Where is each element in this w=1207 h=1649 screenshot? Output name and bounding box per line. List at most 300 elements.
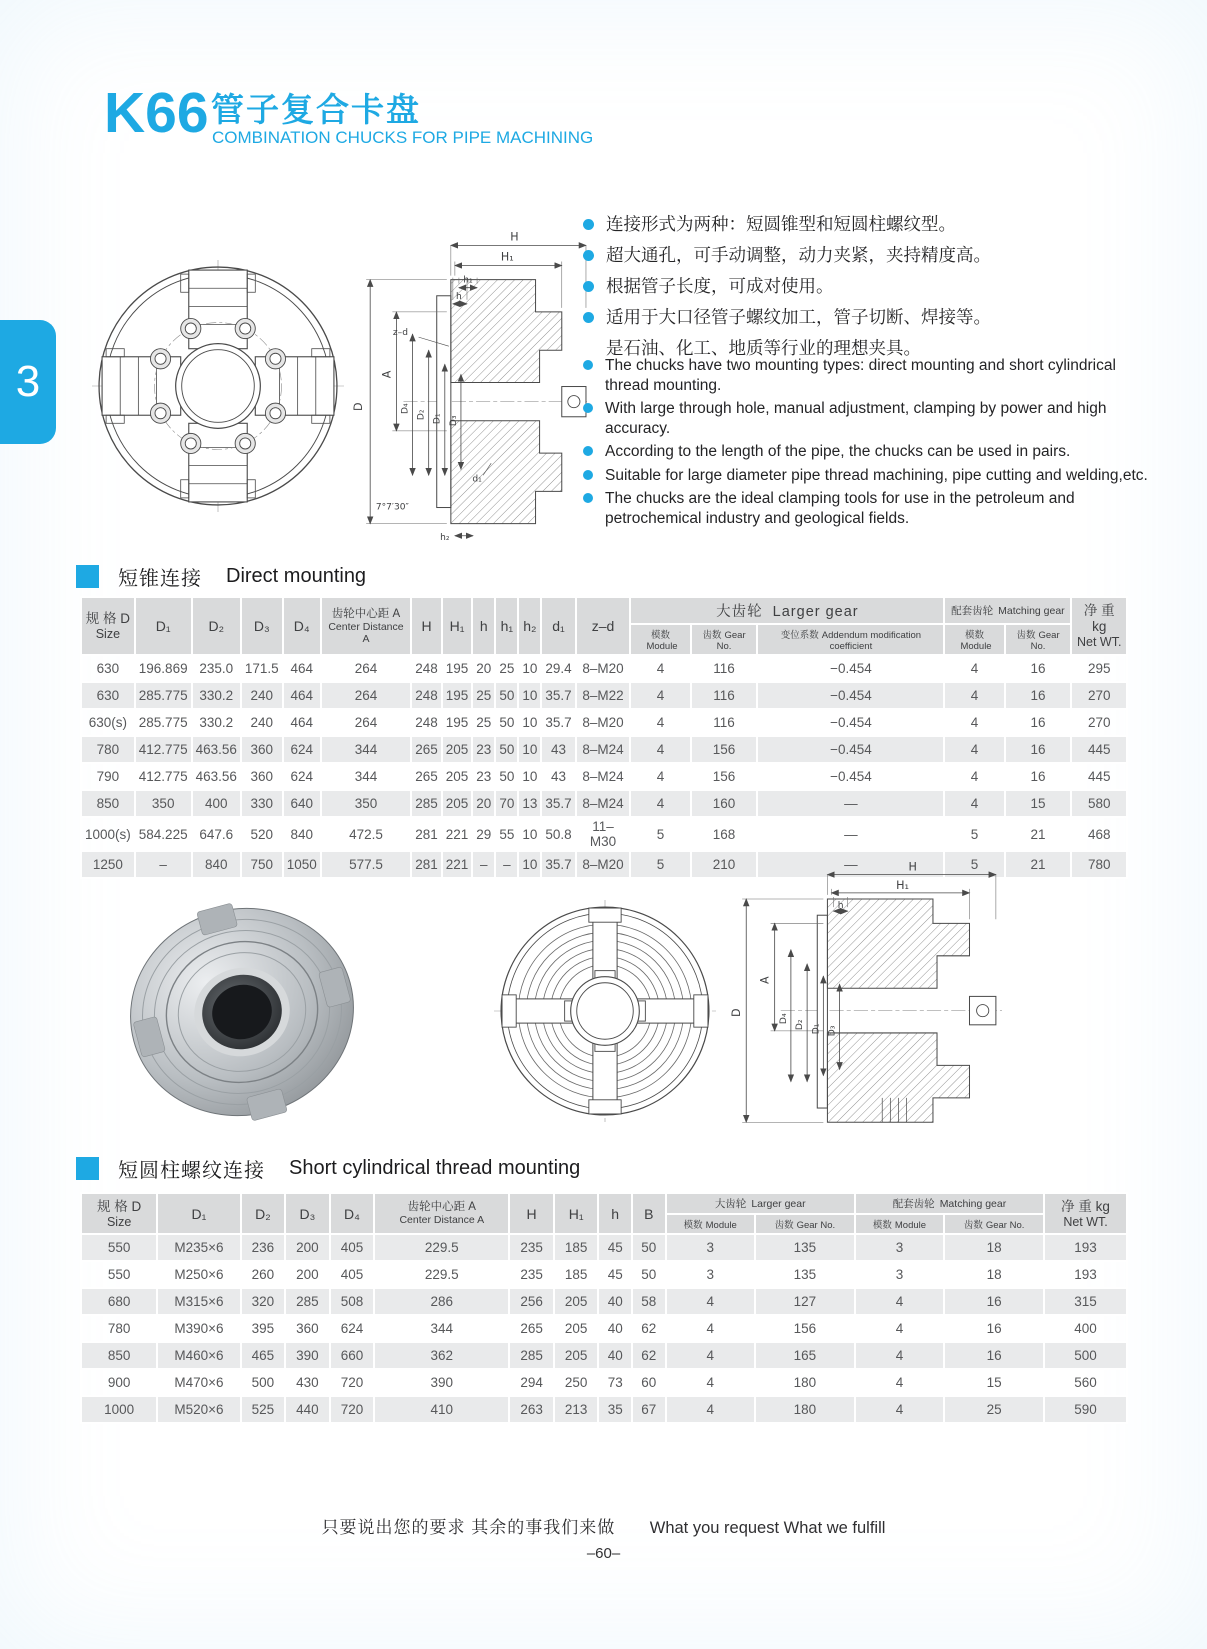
- group-matching-gear: 配套齿轮 Matching gear: [855, 1193, 1044, 1214]
- bullet-icon: [583, 360, 593, 370]
- dim-D3-label: D₃: [827, 1025, 838, 1037]
- table-cell: 8–M20: [576, 851, 631, 878]
- table-cell: —: [757, 790, 944, 817]
- bullet-icon: [583, 312, 594, 323]
- table-cell: 8–M24: [576, 736, 631, 763]
- table-cell: 750: [241, 851, 283, 878]
- table-cell: 16: [944, 1288, 1044, 1315]
- table-cell: 790: [81, 763, 135, 790]
- table-cell: 240: [241, 682, 283, 709]
- features-en: [583, 356, 1149, 528]
- table-cell: 4: [855, 1396, 944, 1423]
- table-cell: 40: [598, 1342, 632, 1369]
- table-cell: 35.7: [541, 709, 575, 736]
- table-cell: 4: [855, 1315, 944, 1342]
- table-cell: 900: [81, 1369, 157, 1396]
- table-cell: 624: [283, 763, 321, 790]
- drawing-geometry: [352, 230, 588, 542]
- col-d1-small: d₁: [541, 597, 575, 655]
- table-cell: 285.775: [135, 709, 192, 736]
- col-matching-module: 模数Module: [944, 624, 1004, 655]
- page-number: –60–: [586, 1545, 621, 1562]
- table-cell: 250: [554, 1369, 599, 1396]
- table-cell: 630: [81, 655, 135, 682]
- table-row: [81, 817, 1127, 851]
- dim-H-label: H: [510, 230, 519, 244]
- model-code: K66: [104, 81, 209, 145]
- dim-D4-label: D₄: [778, 1013, 789, 1025]
- table-cell: 55: [495, 817, 518, 851]
- feature-item: [583, 212, 1139, 236]
- table-cell: 235.0: [192, 655, 241, 682]
- chuck-section-drawing-2: [730, 858, 1004, 1148]
- col-H: H: [411, 597, 442, 655]
- table-cell: 23: [472, 736, 495, 763]
- feature-text: 适用于大口径管子螺纹加工，管子切断、焊接等。: [606, 307, 991, 327]
- table-cell: 50.8: [541, 817, 575, 851]
- table-cell: 229.5: [374, 1234, 509, 1261]
- table-cell: 18: [944, 1261, 1044, 1288]
- chuck-photo: [122, 888, 362, 1136]
- table-row: [81, 682, 1127, 709]
- col-d4: D₄: [283, 597, 321, 655]
- dim-A-label: A: [758, 976, 772, 984]
- dim-D1-label: D₁: [432, 413, 443, 425]
- table-cell: 168: [691, 817, 758, 851]
- table-cell: 29: [472, 817, 495, 851]
- page-title-en: COMBINATION CHUCKS FOR PIPE MACHINING: [212, 128, 594, 147]
- table-cell: 4: [944, 790, 1004, 817]
- table-cell: 200: [285, 1261, 330, 1288]
- feature-item: [583, 305, 1139, 329]
- table-cell: 362: [374, 1342, 509, 1369]
- table-cell: 50: [632, 1234, 666, 1261]
- col-H1: H₁: [442, 597, 473, 655]
- table-cell: 160: [691, 790, 758, 817]
- table-cell: 213: [554, 1396, 599, 1423]
- table-cell: 780: [81, 1315, 157, 1342]
- feature-item: [583, 466, 1149, 486]
- table-cell: 344: [374, 1315, 509, 1342]
- table-cell: 185: [554, 1261, 599, 1288]
- table-cell: 405: [330, 1261, 375, 1288]
- table-cell: 195: [442, 709, 473, 736]
- table-cell: 135: [755, 1261, 855, 1288]
- table-row: [81, 790, 1127, 817]
- feature-text: The chucks have two mounting types: direct mounting and short cylindrical thread mounting.: [605, 357, 1116, 394]
- table-cell: 660: [330, 1342, 375, 1369]
- drawing-geometry: [494, 900, 716, 1122]
- table-cell: 468: [1071, 817, 1127, 851]
- table-cell: 40: [598, 1315, 632, 1342]
- table-cell: 464: [283, 655, 321, 682]
- table-cell: 550: [81, 1261, 157, 1288]
- table-header: [81, 1193, 1127, 1234]
- table-cell: −0.454: [757, 709, 944, 736]
- table-cell: M460×6: [157, 1342, 240, 1369]
- table-cell: 330: [241, 790, 283, 817]
- table-cell: 584.225: [135, 817, 192, 851]
- section-title-zh: 短锥连接: [118, 568, 202, 590]
- table-cell: 58: [632, 1288, 666, 1315]
- col-h2: h₂: [518, 597, 541, 655]
- table-cell: 400: [1044, 1315, 1127, 1342]
- group-larger-gear: 大齿轮 Larger gear: [666, 1193, 855, 1214]
- group-matching-gear: 配套齿轮 Matching gear: [944, 597, 1071, 624]
- table-cell: 4: [666, 1396, 755, 1423]
- table-cell: 62: [632, 1342, 666, 1369]
- section-title-en: Short cylindrical thread mounting: [289, 1157, 581, 1179]
- feature-text: The chucks are the ideal clamping tools for use in the petroleum and petrochemical industry and geological fields.: [605, 490, 1075, 527]
- bullet-icon: [583, 281, 594, 292]
- table-cell: 195: [442, 682, 473, 709]
- table-cell: 580: [1071, 790, 1127, 817]
- table-cell: 50: [495, 736, 518, 763]
- table-cell: 1050: [283, 851, 321, 878]
- table-cell: 20: [472, 790, 495, 817]
- table-cell: 35.7: [541, 790, 575, 817]
- table-row: [81, 1234, 1127, 1261]
- table-cell: 350: [321, 790, 412, 817]
- table-cell: 45: [598, 1234, 632, 1261]
- table-cell: 25: [944, 1396, 1044, 1423]
- table-cell: 464: [283, 709, 321, 736]
- table-cell: 15: [944, 1369, 1044, 1396]
- feature-text: 超大通孔，可手动调整，动力夹紧，夹持精度高。: [606, 245, 991, 265]
- thread-mounting-table: [80, 1192, 1128, 1424]
- table-cell: –: [495, 851, 518, 878]
- col-center-distance: 齿轮中心距 A Center Distance A: [321, 597, 412, 655]
- table-cell: 21: [1005, 851, 1072, 878]
- table-cell: 264: [321, 682, 412, 709]
- table-cell: 344: [321, 736, 412, 763]
- table-cell: 205: [554, 1288, 599, 1315]
- dim-H1-label: H₁: [896, 878, 909, 892]
- table-cell: M520×6: [157, 1396, 240, 1423]
- table-row: [81, 736, 1127, 763]
- table-cell: 412.775: [135, 763, 192, 790]
- table-cell: 205: [554, 1342, 599, 1369]
- table-cell: 4: [855, 1288, 944, 1315]
- col-zd: z–d: [576, 597, 631, 655]
- table-cell: 10: [518, 655, 541, 682]
- drawing-geometry: [730, 861, 1002, 1123]
- direct-mounting-table: [80, 596, 1128, 879]
- page-title-zh: 管子复合卡盘: [211, 91, 421, 128]
- col-size: 规 格 D Size: [81, 1193, 157, 1234]
- table-cell: 440: [285, 1396, 330, 1423]
- table-cell: 29.4: [541, 655, 575, 682]
- table-cell: 43: [541, 763, 575, 790]
- table-cell: 23: [472, 763, 495, 790]
- col-matching-gearno: 齿数 Gear No.: [944, 1214, 1044, 1234]
- table-cell: 265: [509, 1315, 554, 1342]
- col-h1: h₁: [495, 597, 518, 655]
- table-cell: 8–M22: [576, 682, 631, 709]
- bullet-icon: [583, 403, 593, 413]
- table-cell: 264: [321, 655, 412, 682]
- col-matching-module: 模数 Module: [855, 1214, 944, 1234]
- table-cell: 16: [1005, 736, 1072, 763]
- table-cell: 520: [241, 817, 283, 851]
- col-larger-gearno: 齿数 Gear No.: [755, 1214, 855, 1234]
- table-cell: 3: [855, 1261, 944, 1288]
- dim-H1-label: H₁: [500, 250, 514, 264]
- tagline-en: What you request What we fulfill: [649, 1519, 886, 1537]
- table-cell: 270: [1071, 709, 1127, 736]
- table-cell: 235: [509, 1234, 554, 1261]
- table-cell: 70: [495, 790, 518, 817]
- table-cell: 116: [691, 709, 758, 736]
- table-cell: 18: [944, 1234, 1044, 1261]
- table-cell: 11–M30: [576, 817, 631, 851]
- table-cell: 4: [666, 1342, 755, 1369]
- col-d1: D₁: [157, 1193, 240, 1234]
- table-cell: 850: [81, 790, 135, 817]
- table-cell: 185: [554, 1234, 599, 1261]
- table-cell: 116: [691, 655, 758, 682]
- table-cell: 205: [442, 763, 473, 790]
- col-h: h: [472, 597, 495, 655]
- table-header: [81, 597, 1127, 655]
- table-cell: 248: [411, 655, 442, 682]
- table-cell: 390: [285, 1342, 330, 1369]
- table-cell: 256: [509, 1288, 554, 1315]
- table-cell: 500: [241, 1369, 286, 1396]
- table-cell: 330.2: [192, 709, 241, 736]
- col-d1: D₁: [135, 597, 192, 655]
- table-cell: 780: [81, 736, 135, 763]
- table-cell: 560: [1044, 1369, 1127, 1396]
- table-cell: –: [135, 851, 192, 878]
- group-larger-gear: 大齿轮 Larger gear: [630, 597, 944, 624]
- dim-D2-label: D₂: [795, 1019, 806, 1031]
- table-cell: 360: [241, 763, 283, 790]
- table-cell: 590: [1044, 1396, 1127, 1423]
- table-cell: 525: [241, 1396, 286, 1423]
- table-cell: 4: [944, 682, 1004, 709]
- table-cell: 400: [192, 790, 241, 817]
- feature-text: With large through hole, manual adjustment, clamping by power and high accuracy.: [605, 400, 1107, 437]
- table-cell: 135: [755, 1234, 855, 1261]
- table-cell: 50: [495, 763, 518, 790]
- table-row: [81, 655, 1127, 682]
- table-row: [81, 1261, 1127, 1288]
- col-H: H: [509, 1193, 554, 1234]
- dim-h-label: h: [837, 901, 844, 912]
- feature-item: [583, 489, 1149, 528]
- table-cell: 281: [411, 817, 442, 851]
- table-cell: 5: [630, 851, 690, 878]
- table-cell: 330.2: [192, 682, 241, 709]
- section-title-en: Direct mounting: [226, 565, 367, 587]
- table-cell: 156: [691, 736, 758, 763]
- feature-text: Suitable for large diameter pipe thread machining, pipe cutting and welding,etc.: [605, 466, 1148, 484]
- feature-text: 根据管子长度，可成对使用。: [606, 276, 834, 296]
- table-cell: 221: [442, 851, 473, 878]
- table-cell: 15: [1005, 790, 1072, 817]
- col-d4: D₄: [330, 1193, 375, 1234]
- table-cell: 445: [1071, 736, 1127, 763]
- table-cell: 50: [632, 1261, 666, 1288]
- table-cell: 463.56: [192, 763, 241, 790]
- table-cell: 720: [330, 1369, 375, 1396]
- col-d3: D₃: [241, 597, 283, 655]
- table-cell: –: [472, 851, 495, 878]
- table-cell: 35.7: [541, 851, 575, 878]
- col-h: h: [598, 1193, 632, 1234]
- feature-text: 连接形式为两种：短圆锥型和短圆柱螺纹型。: [606, 214, 956, 234]
- col-center-distance: 齿轮中心距 A Center Distance A: [374, 1193, 509, 1234]
- table-cell: 344: [321, 763, 412, 790]
- table-cell: M315×6: [157, 1288, 240, 1315]
- table-cell: −0.454: [757, 682, 944, 709]
- table-cell: 40: [598, 1288, 632, 1315]
- table-cell: 180: [755, 1369, 855, 1396]
- section-square-icon: [76, 565, 99, 588]
- dim-zd-label: z–d: [392, 328, 408, 339]
- table-cell: 43: [541, 736, 575, 763]
- table-cell: 3: [666, 1261, 755, 1288]
- table-cell: 4: [855, 1369, 944, 1396]
- table-cell: 156: [755, 1315, 855, 1342]
- table-cell: 1250: [81, 851, 135, 878]
- table-cell: 263: [509, 1396, 554, 1423]
- col-net-weight: 净 重 kg Net WT.: [1044, 1193, 1127, 1234]
- bullet-icon: [583, 493, 593, 503]
- table-cell: 640: [283, 790, 321, 817]
- table-cell: 294: [509, 1369, 554, 1396]
- col-d3: D₃: [285, 1193, 330, 1234]
- table-row: [81, 1396, 1127, 1423]
- table-cell: 285: [509, 1342, 554, 1369]
- drawing-geometry: [122, 888, 362, 1136]
- table-cell: 236: [241, 1234, 286, 1261]
- table-cell: 464: [283, 682, 321, 709]
- table-cell: 260: [241, 1261, 286, 1288]
- col-net-weight: 净 重 kg Net WT.: [1071, 597, 1127, 655]
- table-cell: 25: [472, 709, 495, 736]
- table-cell: 4: [944, 709, 1004, 736]
- table-cell: 4: [666, 1315, 755, 1342]
- table-cell: 200: [285, 1234, 330, 1261]
- table-cell: 360: [241, 736, 283, 763]
- bullet-icon: [583, 470, 593, 480]
- table-cell: 60: [632, 1369, 666, 1396]
- dim-D2-label: D₂: [416, 409, 427, 421]
- features-zh: [583, 212, 1139, 360]
- dim-h1-label: h₁: [463, 275, 473, 286]
- table-cell: −0.454: [757, 655, 944, 682]
- feature-item: [583, 274, 1139, 298]
- table-cell: 171.5: [241, 655, 283, 682]
- table-cell: 4: [944, 655, 1004, 682]
- dim-D-label: D: [352, 402, 366, 411]
- col-B: B: [632, 1193, 666, 1234]
- drawing-geometry: [92, 260, 344, 512]
- table-cell: 577.5: [321, 851, 412, 878]
- tagline-zh: 只要说出您的要求 其余的事我们来做: [321, 1518, 616, 1537]
- table-cell: 4: [630, 709, 690, 736]
- table-cell: 295: [1071, 655, 1127, 682]
- table-cell: 680: [81, 1288, 157, 1315]
- table-cell: 25: [495, 655, 518, 682]
- section-title-zh: 短圆柱螺纹连接: [118, 1160, 265, 1182]
- chapter-tab[interactable]: [0, 320, 56, 444]
- table-cell: 16: [1005, 763, 1072, 790]
- table-cell: 550: [81, 1234, 157, 1261]
- table-cell: 430: [285, 1369, 330, 1396]
- dim-D4-label: D₄: [400, 403, 411, 415]
- dim-D-label: D: [730, 1008, 744, 1017]
- table-cell: 195: [442, 655, 473, 682]
- table-cell: 25: [472, 682, 495, 709]
- table-cell: 16: [1005, 682, 1072, 709]
- table-cell: 285: [411, 790, 442, 817]
- feature-item: [583, 442, 1149, 462]
- table-cell: 264: [321, 709, 412, 736]
- table-cell: 45: [598, 1261, 632, 1288]
- table-cell: 395: [241, 1315, 286, 1342]
- dim-angle-label: 7°7′30″: [375, 502, 409, 513]
- table-body: [81, 655, 1127, 878]
- dim-D1-label: D₁: [811, 1023, 822, 1035]
- table-cell: 4: [666, 1369, 755, 1396]
- table-cell: 235: [509, 1261, 554, 1288]
- feature-item: [583, 356, 1149, 395]
- table-cell: 630: [81, 682, 135, 709]
- table-cell: 205: [554, 1315, 599, 1342]
- table-cell: 165: [755, 1342, 855, 1369]
- table-cell: 221: [442, 817, 473, 851]
- chuck-front-view-drawing: [92, 260, 344, 512]
- chuck-front-view-drawing-2: [494, 898, 716, 1124]
- table-cell: M235×6: [157, 1234, 240, 1261]
- table-cell: 780: [1071, 851, 1127, 878]
- section-heading-thread-mounting: [76, 1154, 580, 1183]
- table-cell: 624: [283, 736, 321, 763]
- table-cell: 21: [1005, 817, 1072, 851]
- table-cell: 472.5: [321, 817, 412, 851]
- table-row: [81, 1369, 1127, 1396]
- table-cell: 4: [630, 655, 690, 682]
- dim-d1-label: d₁: [472, 474, 482, 485]
- table-cell: 265: [411, 736, 442, 763]
- table-cell: 196.869: [135, 655, 192, 682]
- bullet-icon: [583, 219, 594, 230]
- table-cell: 73: [598, 1369, 632, 1396]
- table-cell: 285: [285, 1288, 330, 1315]
- table-row: [81, 709, 1127, 736]
- table-cell: 35: [598, 1396, 632, 1423]
- bullet-icon: [583, 250, 594, 261]
- footer-tagline: [0, 1513, 1207, 1538]
- feature-item: [583, 399, 1149, 438]
- section-square-icon: [76, 1157, 99, 1180]
- col-larger-gearno: 齿数 Gear No.: [691, 624, 758, 655]
- table-cell: 248: [411, 709, 442, 736]
- col-larger-module: 模数Module: [630, 624, 690, 655]
- table-cell: 10: [518, 763, 541, 790]
- table-cell: 465: [241, 1342, 286, 1369]
- table-cell: 180: [755, 1396, 855, 1423]
- dim-A-label: A: [380, 370, 394, 379]
- table-cell: M250×6: [157, 1261, 240, 1288]
- table-cell: 210: [691, 851, 758, 878]
- table-cell: 193: [1044, 1234, 1127, 1261]
- table-cell: 720: [330, 1396, 375, 1423]
- dim-h2-label: h₂: [440, 532, 450, 543]
